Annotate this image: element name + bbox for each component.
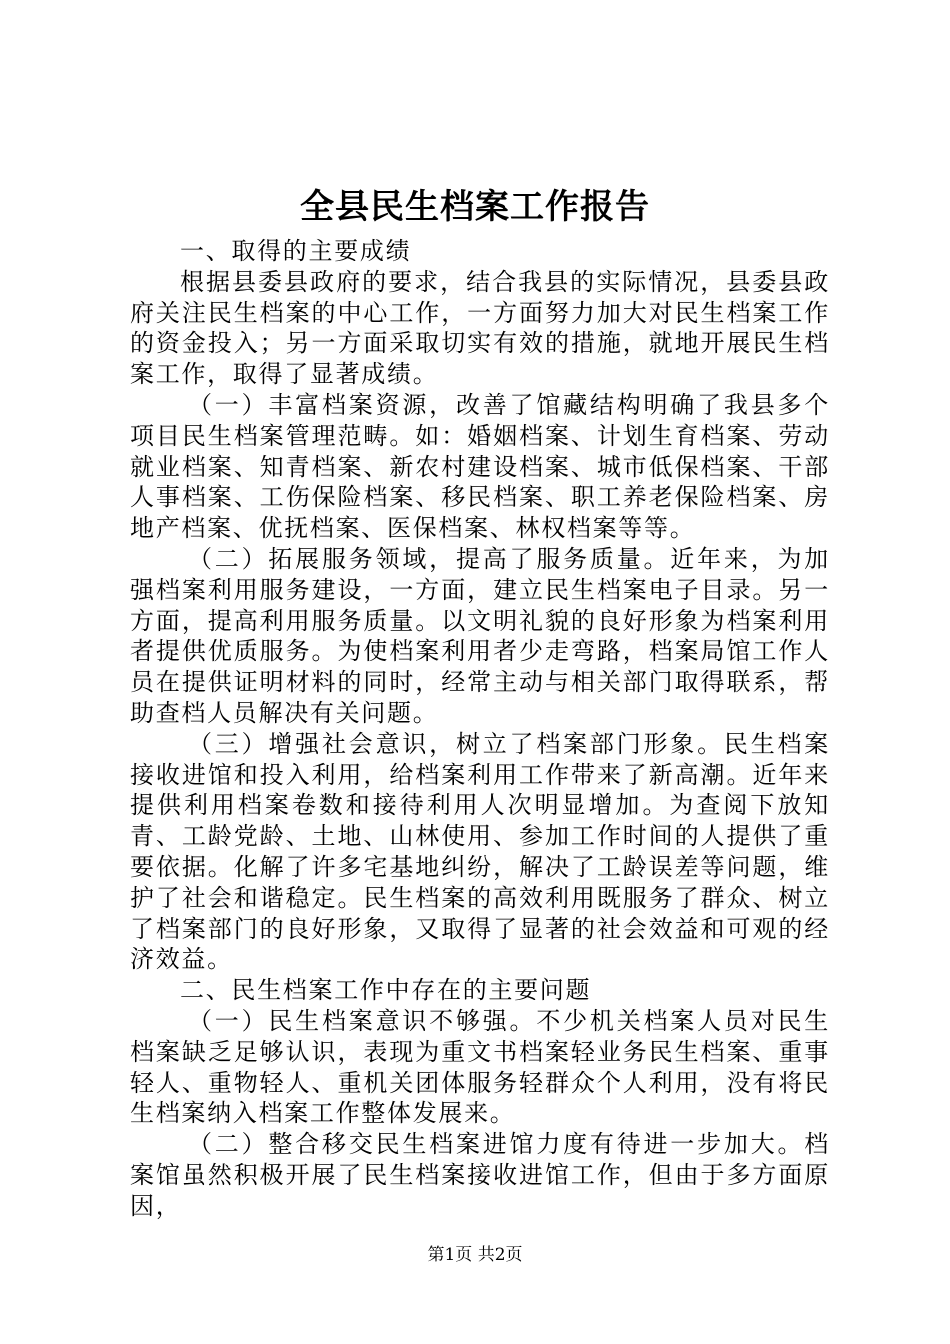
paragraph-achievement-2: （二）拓展服务领域，提高了服务质量。近年来，为加强档案利用服务建设，一方面，建立民生档案电子目录。另一方面，提高利用服务质量。以文明礼貌的良好形象为档案利用者提供优质服务。为使档案利用者少走弯路，档案局馆工作人员在提供证明材料的同时，经常主动与相关部门取得联系，帮助查档人员解决有关问题。 [130,544,830,727]
paragraph-intro: 根据县委县政府的要求，结合我县的实际情况，县委县政府关注民生档案的中心工作，一方面努力加大对民生档案工作的资金投入；另一方面采取切实有效的措施，就地开展民生档案工作，取得了显著成绩。 [130,267,830,389]
paragraph-achievement-3: （三）增强社会意识，树立了档案部门形象。民生档案接收进馆和投入利用，给档案利用工作带来了新高潮。近年来提供利用档案卷数和接待利用人次明显增加。为查阅下放知青、工龄党龄、土地、山林使用、参加工作时间的人提供了重要依据。化解了许多宅基地纠纷，解决了工龄误差等问题，维护了社会和谐稳定。民生档案的高效利用既服务了群众、树立了档案部门的良好形象，又取得了显著的社会效益和可观的经济效益。 [130,729,830,974]
document-body [130,236,830,1222]
paragraph-achievement-1: （一）丰富档案资源，改善了馆藏结构明确了我县多个项目民生档案管理范畴。如：婚姻档案、计划生育档案、劳动就业档案、知青档案、新农村建设档案、城市低保档案、干部人事档案、工伤保险档案、移民档案、职工养老保险档案、房地产档案、优抚档案、医保档案、林权档案等等。 [130,390,830,543]
section-heading-problems: 二、民生档案工作中存在的主要问题 [180,976,592,1005]
paragraph-problem-2: （二）整合移交民生档案进馆力度有待进一步加大。档案馆虽然积极开展了民生档案接收进馆工作，但由于多方面原因， [130,1130,830,1220]
document-title: 全县民生档案工作报告 [300,187,650,227]
paragraph-problem-1: （一）民生档案意识不够强。不少机关档案人员对民生档案缺乏足够认识，表现为重文书档案轻业务民生档案、重事轻人、重物轻人、重机关团体服务轻群众个人利用，没有将民生档案纳入档案工作整体发展来。 [130,1006,830,1128]
page-number-footer: 第1页 共2页 [427,1245,523,1265]
section-heading-achievements: 一、取得的主要成绩 [180,237,412,265]
